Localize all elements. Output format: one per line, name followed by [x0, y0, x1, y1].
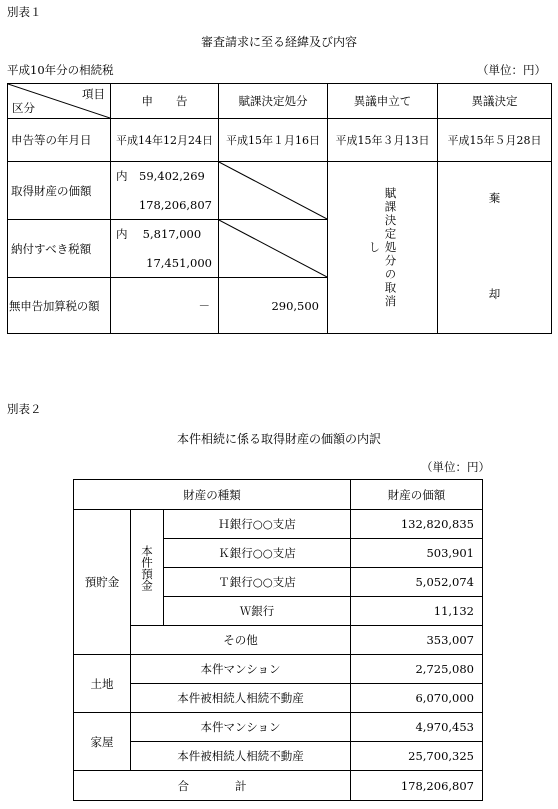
header-corner-cell [8, 84, 111, 119]
assets-total-value: 178,206,807 [138, 198, 212, 212]
deposits-subcategory-cell [131, 510, 164, 626]
row-tax-label: 納付すべき税額 [8, 220, 111, 278]
house-item-name: 本件被相続人相続不動産 [131, 742, 351, 771]
table2 [73, 479, 483, 801]
row-penalty-label: 無申告加算税の額 [8, 278, 111, 334]
table1-subtitle: 平成10年分の相続税 [7, 63, 114, 77]
deposits-category: 預貯金 [74, 510, 131, 655]
deposit-name: Ｈ銀行○○支店 [164, 510, 351, 539]
decision-content-cell [438, 162, 552, 334]
penalty-assessment: 290,500 [219, 278, 328, 334]
house-item-value: 4,970,453 [351, 713, 483, 742]
deposit-value: 5,052,074 [351, 568, 483, 597]
tax-total-value: 17,451,000 [146, 256, 212, 270]
tax-diagonal-line [219, 220, 327, 277]
table1-label: 別表１ [7, 5, 42, 19]
deposit-name: Ｔ銀行○○支店 [164, 568, 351, 597]
assets-assessment-empty [219, 162, 328, 220]
header-objection: 異議申立て [328, 84, 438, 119]
land-item-value: 2,725,080 [351, 655, 483, 684]
header-property-value: 財産の価額 [351, 480, 483, 510]
header-assessment: 賦課決定処分 [219, 84, 328, 119]
objection-content: 賦課決定処分の取消し [367, 186, 398, 309]
header-decision: 異議決定 [438, 84, 552, 119]
date-declaration: 平成14年12月24日 [111, 119, 219, 162]
deposit-value: 11,132 [351, 597, 483, 626]
land-item-name: 本件被相続人相続不動産 [131, 684, 351, 713]
header-property-type: 財産の種類 [74, 480, 351, 510]
decision-bottom-char: 却 [488, 287, 501, 301]
tax-inner-value: 内 5,817,000 [116, 227, 202, 241]
tax-assessment-empty [219, 220, 328, 278]
date-decision: 平成15年５月28日 [438, 119, 552, 162]
house-category: 家屋 [74, 713, 131, 771]
assets-inner-value: 内 59,402,269 [116, 169, 205, 183]
table2-title: 本件相続に係る取得財産の価額の内訳 [176, 432, 381, 446]
land-category: 土地 [74, 655, 131, 713]
tax-declaration-cell [111, 220, 219, 278]
assets-diagonal-line [219, 162, 327, 219]
table1 [7, 83, 552, 334]
penalty-declaration: － [111, 278, 219, 334]
assets-declaration-cell [111, 162, 219, 220]
table2-label: 別表２ [7, 402, 42, 416]
table1-unit: （単位：円） [477, 63, 546, 77]
date-assessment: 平成15年１月16日 [219, 119, 328, 162]
deposit-value: 503,901 [351, 539, 483, 568]
total-label: 合 計 [74, 771, 351, 801]
table1-title: 審査請求に至る経緯及び内容 [200, 35, 357, 49]
decision-top-char: 棄 [488, 191, 501, 205]
deposit-name: Ｗ銀行 [164, 597, 351, 626]
deposits-subcategory: 本件預金 [140, 544, 154, 591]
house-item-name: 本件マンション [131, 713, 351, 742]
deposit-value: 132,820,835 [351, 510, 483, 539]
date-objection: 平成15年３月13日 [328, 119, 438, 162]
land-item-name: 本件マンション [131, 655, 351, 684]
header-declaration: 申 告 [111, 84, 219, 119]
house-item-value: 25,700,325 [351, 742, 483, 771]
land-item-value: 6,070,000 [351, 684, 483, 713]
row-assets-label: 取得財産の価額 [8, 162, 111, 220]
deposit-other-name: その他 [131, 626, 351, 655]
header-item-label: 項目 [82, 87, 105, 101]
total-value: 178,206,807 [351, 771, 483, 801]
objection-content-cell [328, 162, 438, 334]
header-category-label: 区分 [12, 101, 35, 115]
deposit-name: Ｋ銀行○○支店 [164, 539, 351, 568]
table2-unit: （単位：円） [421, 460, 490, 474]
deposit-other-value: 353,007 [351, 626, 483, 655]
row-date-label: 申告等の年月日 [8, 119, 111, 162]
